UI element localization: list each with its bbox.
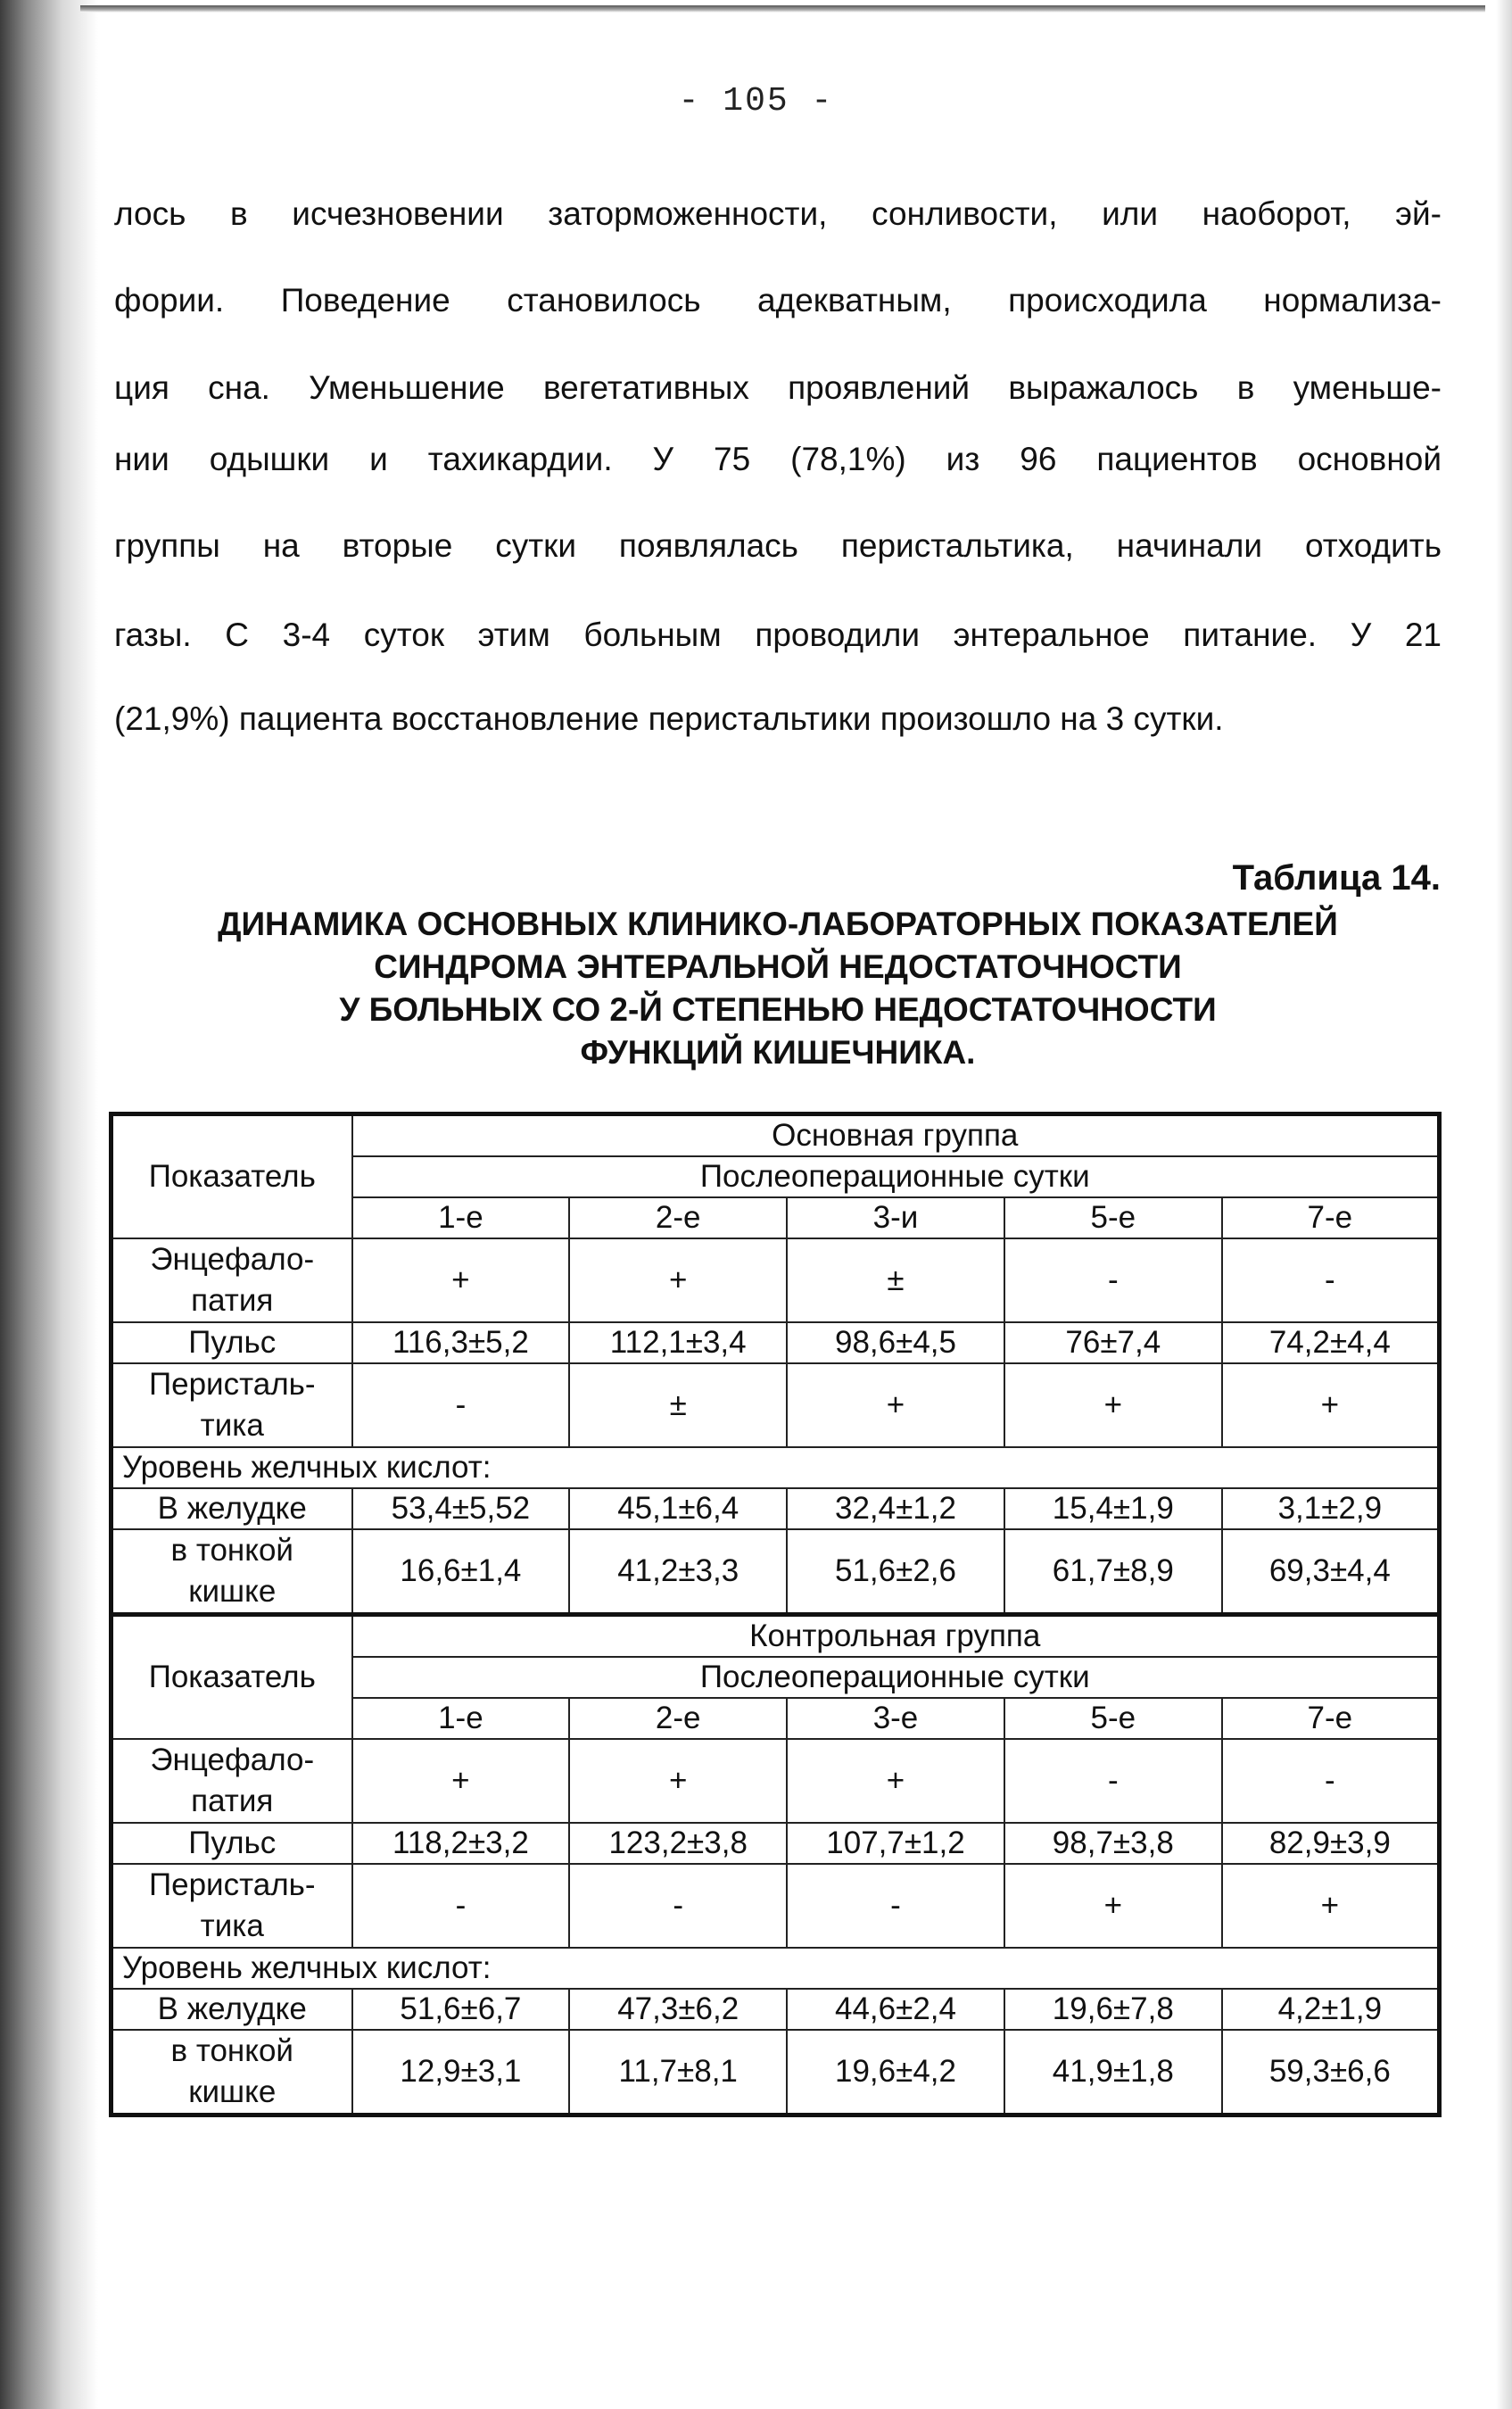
row-label-encephalopathy — [112, 1238, 352, 1322]
table-cell: 98,6±4,5 — [787, 1322, 1004, 1363]
table-row — [112, 1363, 1440, 1447]
table-cell: + — [1004, 1864, 1222, 1948]
table-cell: 12,9±3,1 — [352, 2030, 570, 2115]
row-label-stomach: В желудке — [112, 1989, 352, 2030]
table-row — [112, 1823, 1440, 1864]
day-cell: 3-и — [787, 1197, 1004, 1238]
table-row — [112, 1238, 1440, 1322]
table-cell: 11,7±8,1 — [569, 2030, 787, 2115]
table-cell: 47,3±6,2 — [569, 1989, 787, 2030]
table-cell: 4,2±1,9 — [1222, 1989, 1440, 2030]
table-cell: 19,6±4,2 — [787, 2030, 1004, 2115]
row-label-line: кишке — [188, 2074, 277, 2109]
row-label-line: в тонкой — [170, 1533, 293, 1568]
table-cell: - — [352, 1864, 570, 1948]
table-cell: + — [1004, 1363, 1222, 1447]
table-cell: 118,2±3,2 — [352, 1823, 570, 1864]
table-cell: 51,6±2,6 — [787, 1529, 1004, 1615]
table-row — [112, 1989, 1440, 2030]
table-row — [112, 1615, 1440, 1658]
indicator-header: Показатель — [112, 1615, 352, 1740]
row-label-line: в тонкой — [170, 2033, 293, 2068]
row-label-line: тика — [200, 1408, 264, 1443]
table-cell: 74,2±4,4 — [1222, 1322, 1440, 1363]
table-cell: - — [1222, 1739, 1440, 1823]
table-cell: 61,7±8,9 — [1004, 1529, 1222, 1615]
table-cell: 76±7,4 — [1004, 1322, 1222, 1363]
table-cell: - — [787, 1864, 1004, 1948]
table-cell: + — [569, 1739, 787, 1823]
day-cell: 5-е — [1004, 1698, 1222, 1739]
table-cell: 59,3±6,6 — [1222, 2030, 1440, 2115]
table-cell: 98,7±3,8 — [1004, 1823, 1222, 1864]
table-row — [112, 1864, 1440, 1948]
day-cell: 5-е — [1004, 1197, 1222, 1238]
group-name: Контрольная группа — [352, 1615, 1440, 1658]
paragraph-line-7: (21,9%) пациента восстановление перистальтики произошло на 3 сутки. — [114, 700, 1224, 737]
day-cell: 2-е — [569, 1698, 787, 1739]
day-cell: 7-е — [1222, 1698, 1440, 1739]
row-label-pulse: Пульс — [112, 1823, 352, 1864]
table-cell: - — [1004, 1238, 1222, 1322]
table-title-line: ФУНКЦИЙ КИШЕЧНИКА. — [580, 1034, 976, 1071]
row-label-line: патия — [191, 1283, 274, 1318]
table-cell: 16,6±1,4 — [352, 1529, 570, 1615]
table-cell: 69,3±4,4 — [1222, 1529, 1440, 1615]
table-cell: 123,2±3,8 — [569, 1823, 787, 1864]
table-cell: + — [787, 1739, 1004, 1823]
page-left-edge-shadow — [0, 0, 98, 2409]
indicator-header: Показатель — [112, 1114, 352, 1239]
table-cell: + — [352, 1238, 570, 1322]
table-row — [112, 1529, 1440, 1615]
row-label-small-intestine — [112, 2030, 352, 2115]
table-cell: - — [1222, 1238, 1440, 1322]
row-label-peristalsis — [112, 1363, 352, 1447]
table-caption: Таблица 14. — [1232, 858, 1441, 898]
table-cell: + — [569, 1238, 787, 1322]
row-label-small-intestine — [112, 1529, 352, 1615]
row-label-encephalopathy — [112, 1739, 352, 1823]
days-header: Послеоперационные сутки — [352, 1156, 1440, 1197]
paragraph-line-1: лось в исчезновении заторможенности, сонливости, или наоборот, эй- — [114, 195, 1442, 232]
group-name: Основная группа — [352, 1114, 1440, 1157]
table-cell: - — [1004, 1739, 1222, 1823]
table-cell: ± — [569, 1363, 787, 1447]
row-label-peristalsis — [112, 1864, 352, 1948]
table-cell: 82,9±3,9 — [1222, 1823, 1440, 1864]
table-title — [114, 903, 1442, 1074]
row-label-pulse: Пульс — [112, 1322, 352, 1363]
table-cell: 19,6±7,8 — [1004, 1989, 1222, 2030]
day-cell: 2-е — [569, 1197, 787, 1238]
paragraph-line-4: нии одышки и тахикардии. У 75 (78,1%) из 96 пациентов основной — [114, 441, 1442, 477]
row-label-stomach: В желудке — [112, 1488, 352, 1529]
table-cell: 41,9±1,8 — [1004, 2030, 1222, 2115]
table-title-line: ДИНАМИКА ОСНОВНЫХ КЛИНИКО-ЛАБОРАТОРНЫХ ПОКАЗАТЕЛЕЙ — [218, 906, 1338, 942]
days-header: Послеоперационные сутки — [352, 1657, 1440, 1698]
table-row — [112, 1488, 1440, 1529]
table-row — [112, 2030, 1440, 2115]
table-row — [112, 1322, 1440, 1363]
table-cell: + — [787, 1363, 1004, 1447]
table-cell: - — [569, 1864, 787, 1948]
table-row — [112, 1114, 1440, 1157]
table-cell: 32,4±1,2 — [787, 1488, 1004, 1529]
row-label-line: Энцефало- — [150, 1743, 315, 1777]
row-label-line: Перисталь- — [148, 1367, 316, 1402]
day-cell: 1-е — [352, 1698, 570, 1739]
clinical-data-table — [109, 1112, 1442, 2117]
row-label-line: тика — [200, 1908, 264, 1943]
bile-acids-subheader: Уровень желчных кислот: — [112, 1447, 1440, 1488]
table-row — [112, 1739, 1440, 1823]
page-right-edge — [1496, 0, 1512, 2409]
paragraph-line-3: ция сна. Уменьшение вегетативных проявлений выражалось в уменьше- — [114, 369, 1442, 406]
day-cell: 1-е — [352, 1197, 570, 1238]
table-cell: 44,6±2,4 — [787, 1989, 1004, 2030]
table-cell: ± — [787, 1238, 1004, 1322]
table-title-line: У БОЛЬНЫХ СО 2-Й СТЕПЕНЬЮ НЕДОСТАТОЧНОСТИ — [339, 991, 1217, 1028]
table-cell: 53,4±5,52 — [352, 1488, 570, 1529]
table-cell: 107,7±1,2 — [787, 1823, 1004, 1864]
row-label-line: кишке — [188, 1574, 277, 1609]
paragraph-line-2: фории. Поведение становилось адекватным, происходила нормализа- — [114, 282, 1442, 319]
table-cell: 51,6±6,7 — [352, 1989, 570, 2030]
day-cell: 3-е — [787, 1698, 1004, 1739]
day-cell: 7-е — [1222, 1197, 1440, 1238]
page-top-edge — [80, 5, 1485, 12]
table-cell: 15,4±1,9 — [1004, 1488, 1222, 1529]
paragraph-line-5: группы на вторые сутки появлялась перистальтика, начинали отходить — [114, 527, 1442, 564]
table-cell: 3,1±2,9 — [1222, 1488, 1440, 1529]
bile-acids-subheader: Уровень желчных кислот: — [112, 1948, 1440, 1989]
table-cell: 41,2±3,3 — [569, 1529, 787, 1615]
table-cell: + — [1222, 1363, 1440, 1447]
table-cell: 112,1±3,4 — [569, 1322, 787, 1363]
table-row — [112, 1948, 1440, 1989]
page-number: - 105 - — [678, 82, 834, 120]
table-cell: 116,3±5,2 — [352, 1322, 570, 1363]
table-cell: + — [1222, 1864, 1440, 1948]
row-label-line: патия — [191, 1784, 274, 1818]
row-label-line: Перисталь- — [148, 1867, 316, 1902]
table-cell: 45,1±6,4 — [569, 1488, 787, 1529]
paragraph-line-6: газы. С 3-4 суток этим больным проводили энтеральное питание. У 21 — [114, 617, 1442, 653]
table-title-line: СИНДРОМА ЭНТЕРАЛЬНОЙ НЕДОСТАТОЧНОСТИ — [374, 948, 1182, 985]
row-label-line: Энцефало- — [150, 1242, 315, 1277]
table-cell: + — [352, 1739, 570, 1823]
table-row — [112, 1447, 1440, 1488]
table-cell: - — [352, 1363, 570, 1447]
